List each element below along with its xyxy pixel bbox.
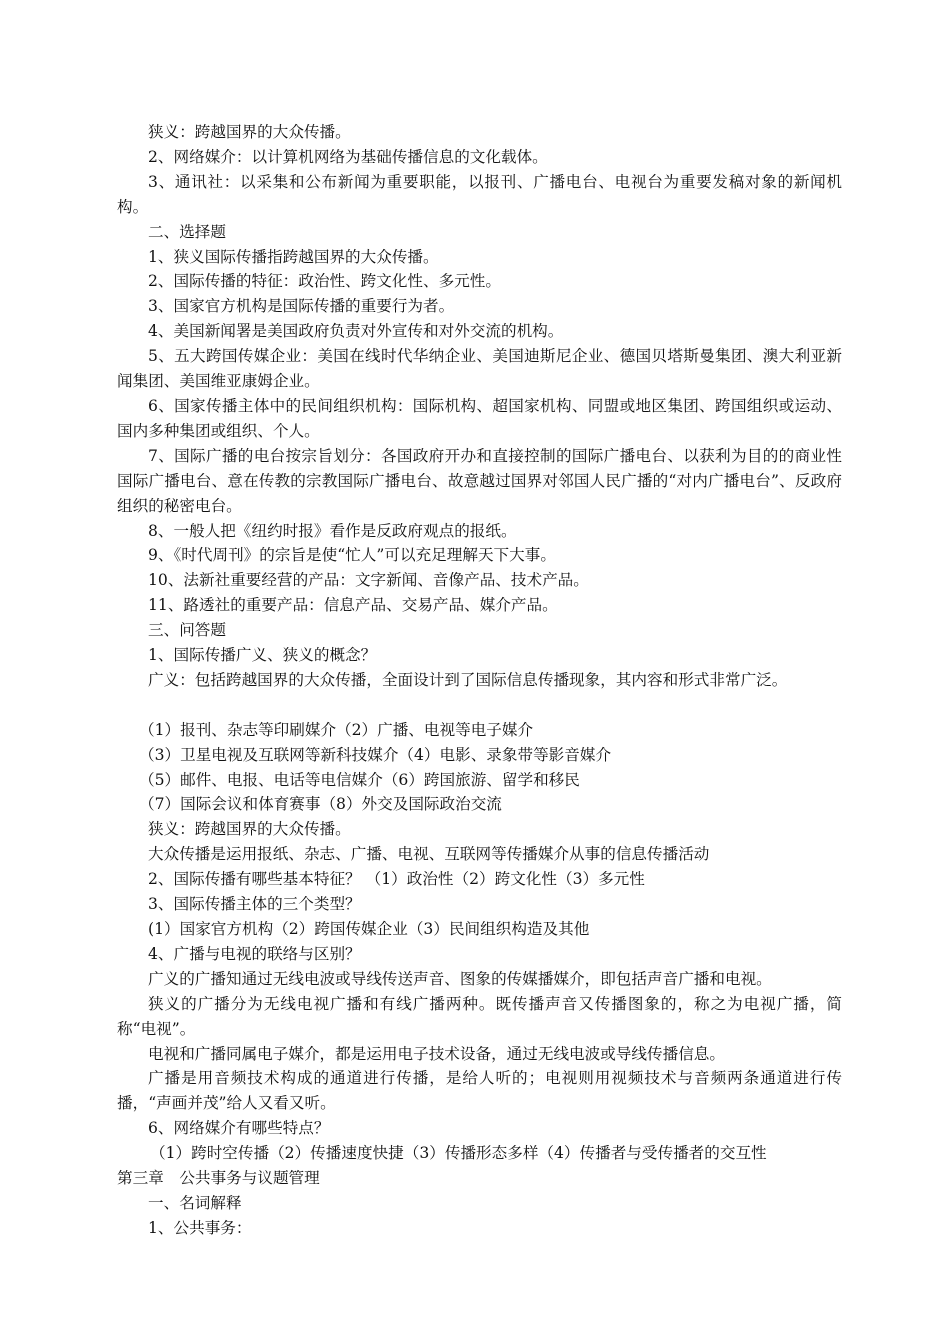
paragraph: 狭义：跨越国界的大众传播。: [148, 820, 351, 839]
paragraph: 6、国家传播主体中的民间组织机构：国际机构、超国家机构、同盟或地区集团、跨国组织或运动、国内多种集团或组织、个人。: [117, 396, 842, 440]
paragraph: 3、通讯社：以采集和公布新闻为重要职能，以报刊、广播电台、电视台为重要发稿对象的新闻机构。: [117, 172, 842, 216]
paragraph: 大众传播是运用报纸、杂志、广播、电视、互联网等传播媒介从事的信息传播活动: [148, 845, 710, 864]
paragraph: 广义的广播知通过无线电波或导线传送声音、图象的传媒播媒介，即包括声音广播和电视。: [148, 969, 772, 988]
paragraph: 4、广播与电视的联络与区别？: [148, 944, 361, 963]
paragraph: 电视和广播同属电子媒介，都是运用电子技术设备，通过无线电波或导线传播信息。: [148, 1044, 725, 1063]
paragraph: 2、网络媒介：以计算机网络为基础传播信息的文化载体。: [148, 147, 548, 166]
section-heading: 三、问答题: [148, 621, 226, 640]
document-body: [117, 120, 842, 1241]
paragraph: 7、国际广播的电台按宗旨划分：各国政府开办和直接控制的国际广播电台、以获利为目的的商业性国际广播电台、意在传教的宗教国际广播电台、故意越过国界对邻国人民广播的“对内广播电台”、反政府组织的秘密电台。: [117, 446, 842, 515]
paragraph: 狭义：跨越国界的大众传播。: [148, 123, 351, 141]
section-heading: 一、名词解释: [148, 1193, 242, 1212]
list-item: （3）卫星电视及互联网等新科技媒介（4）电影、录象带等影音媒介: [139, 745, 612, 764]
chapter-heading: 第三章 公共事务与议题管理: [117, 1169, 320, 1188]
paragraph: 广播是用音频技术构成的通道进行传播，是给人听的；电视则用视频技术与音频两条通道进行传播，“声画并茂”给人又看又听。: [117, 1069, 842, 1113]
paragraph: 4、美国新闻署是美国政府负责对外宣传和对外交流的机构。: [148, 322, 564, 341]
list-item: （1）报刊、杂志等印刷媒介（2）广播、电视等电子媒介: [139, 720, 534, 739]
paragraph: 1、公共事务：: [148, 1218, 252, 1237]
paragraph: 1、国际传播广义、狭义的概念？: [148, 646, 377, 665]
paragraph: 6、网络媒介有哪些特点？: [148, 1119, 330, 1138]
paragraph: 2、国际传播有哪些基本特征？ （1）政治性（2）跨文化性（3）多元性: [148, 870, 645, 889]
list-item: （7）国际会议和体育赛事（8）外交及国际政治交流: [139, 795, 502, 814]
section-heading: 二、选择题: [148, 222, 226, 241]
paragraph: 8、一般人把《纽约时报》看作是反政府观点的报纸。: [148, 521, 517, 540]
paragraph: 3、国际传播主体的三个类型？: [148, 895, 361, 914]
paragraph: (1）国家官方机构（2）跨国传媒企业（3）民间组织构造及其他: [148, 919, 590, 938]
paragraph: 9、《时代周刊》的宗旨是使“忙人”可以充足理解天下大事。: [148, 546, 556, 565]
list-item: （5）邮件、电报、电话等电信媒介（6）跨国旅游、留学和移民: [139, 770, 580, 789]
blank-line: [117, 693, 842, 718]
paragraph: 10、法新社重要经营的产品：文字新闻、音像产品、技术产品。: [148, 571, 589, 590]
paragraph: 狭义的广播分为无线电视广播和有线广播两种。既传播声音又传播图象的，称之为电视广播，简称“电视”。: [117, 994, 842, 1038]
paragraph: 1、狭义国际传播指跨越国界的大众传播。: [148, 247, 439, 266]
paragraph: 2、国际传播的特征：政治性、跨文化性、多元性。: [148, 272, 501, 291]
paragraph: 11、路透社的重要产品：信息产品、交易产品、媒介产品。: [148, 596, 558, 615]
paragraph: 5、五大跨国传媒企业：美国在线时代华纳企业、美国迪斯尼企业、德国贝塔斯曼集团、澳大利亚新闻集团、美国维亚康姆企业。: [117, 347, 842, 391]
paragraph: 广义：包括跨越国界的大众传播，全面设计到了国际信息传播现象，其内容和形式非常广泛。: [148, 670, 788, 689]
paragraph: 3、国家官方机构是国际传播的重要行为者。: [148, 297, 455, 316]
list-item: （1）跨时空传播（2）传播速度快捷（3）传播形态多样（4）传播者与受传播者的交互性: [150, 1144, 767, 1163]
